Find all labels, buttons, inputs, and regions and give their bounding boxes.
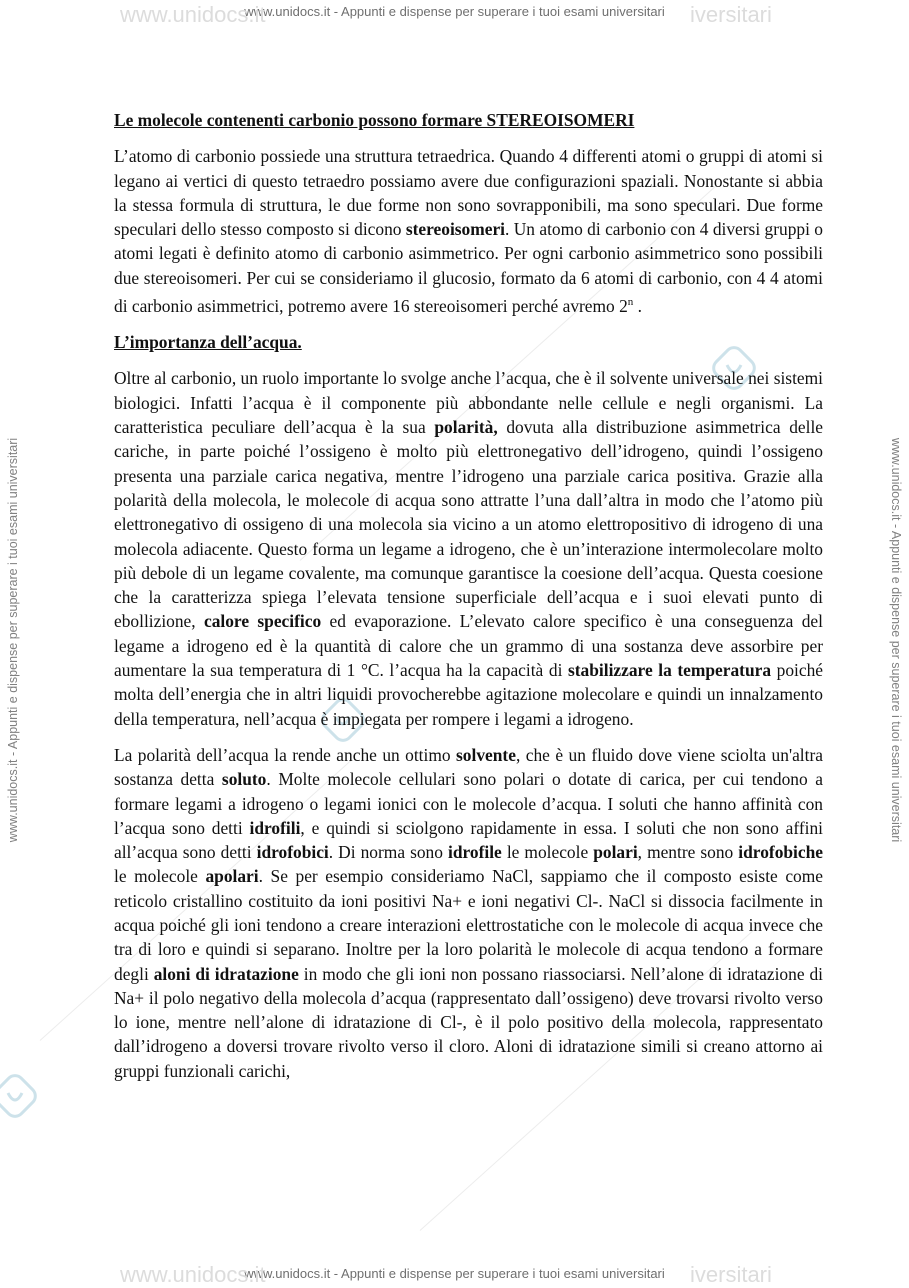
text-run: L’atomo di carbonio possiede una struttura tetraedrica. Quando 4 differenti atomi o gruppi di atomi si legano ai vertici di questo tetraedro possiamo avere due configurazioni spaziali. Nonostante si abbia la stessa formula di struttura, le due forme non sono sovrapponibili, ma sono speculari. Due forme speculari dello stesso composto si dicono [114, 146, 823, 240]
section-heading: L’importanza dell’acqua. [114, 332, 302, 353]
watermark-right-side: www.unidocs.it - Appunti e dispense per superare i tuoi esami universitari [889, 437, 903, 843]
bold-term: soluto [221, 769, 267, 790]
text-run: poiché molta dell’energia che in altri liquidi provocherebbe agitazione molecolare e quindi un innalzamento della temperatura, nell’acqua è impiegata per rompere i legami a idrogeno. [114, 660, 823, 729]
bold-term: apolari [205, 866, 259, 887]
superscript: n [627, 296, 634, 309]
bold-term: calore specifico [203, 611, 322, 632]
watermark-header: www.unidocs.it - Appunti e dispense per superare i tuoi esami universitari [244, 4, 665, 19]
text-run: , mentre sono [637, 842, 739, 863]
text-run: . Se per esempio consideriamo NaCl, sappiamo che il composto esiste come reticolo cristallino costituito da ioni positivi Na+ e ioni negativi Cl-. NaCl si dissocia facilmente in acqua poiché gli ioni tendono a creare interazioni elettrostatiche con le molecole di acqua invece che tra di loro e quindi si separano. Inoltre per la loro polarità le molecole di acqua tendono a formare degli [114, 866, 823, 984]
text-run: in modo che gli ioni non possano riassociarsi. Nell’alone di idratazione di Na+ il polo negativo della molecola d’acqua (rappresentato dall’ossigeno) deve trovarsi rivolto verso lo ione, mentre nell’alone di idratazione di Cl-, è il polo positivo della molecola, rappresentato dall’idrogeno a doversi trovare rivolto verso il cloro. Aloni di idratazione simili si creano attorno ai gruppi funzionali carichi, [114, 963, 823, 1081]
bold-term: stabilizzare la temperatura [567, 660, 772, 681]
text-run: Oltre al carbonio, un ruolo importante lo svolge anche l’acqua, che è il solvente universale nei sistemi biologici. Infatti l’acqua è il componente più abbondante nelle cellule e negli organismi. La caratteristica peculiare dell’acqua è la sua [114, 368, 823, 438]
text-run: dovuta alla distribuzione asimmetrica delle cariche, in parte poiché l’ossigeno è molto più elettronegativo dell’idrogeno, quindi l’ossigeno presenta una parziale carica negativa, mentre l’idrogeno una parziale carica positiva. Grazie alla polarità della molecola, le molecole di acqua sono attratte l’una dall’altra in modo che l’atomo più elettronegativo di ossigeno di una molecola sia vicino a un atomo elettropositivo di idrogeno di una molecola adiacente. Questo forma un legame a idrogeno, che è un’interazione intermolecolare molto più debole di un legame covalente, ma comunque garantisce la coesione dell’acqua. Questa coesione che la caratterizza spiega l’elevata tensione superficiale dell’acqua e i suoi elevati punto di ebollizione, [114, 417, 823, 632]
text-run: . Molte molecole cellulari sono polari o dotate di carica, per cui tendono a formare legami a idrogeno o legami ionici con le molecole d’acqua. I soluti che hanno affinità con l’acqua sono detti [114, 769, 823, 838]
text-run: le molecole [114, 866, 206, 887]
text-run: le molecole [501, 842, 594, 863]
watermark-faint-bottom-left: www.unidocs.it [120, 1262, 266, 1287]
text-run: . [633, 295, 642, 316]
bold-term: idrofobici [256, 842, 329, 863]
text-run: La polarità dell’acqua la rende anche un ottimo [114, 744, 457, 765]
bold-term: idrofile [448, 842, 502, 863]
bold-term: idrofobiche [738, 842, 823, 863]
unidocs-logo-icon [0, 1073, 38, 1119]
text-run: , che è un fluido dove viene sciolta un'altra sostanza detta [114, 744, 823, 790]
text-run: ed evaporazione. L’elevato calore specifico è una conseguenza del legame a idrogeno ed è la quantità di calore che un grammo di una sostanza deve assorbire per aumentare la sua temperatura di 1 °C. l’acqua ha la capacità di [114, 611, 823, 681]
bold-term: stereoisomeri [405, 219, 506, 240]
text-run: . Di norma sono [328, 842, 448, 863]
bold-term: polari [593, 842, 638, 863]
section-heading: Le molecole contenenti carbonio possono formare STEREOISOMERI [114, 110, 635, 130]
text-run: , e quindi si sciolgono rapidamente in essa. I soluti che non sono affini all’acqua sono detti [114, 817, 823, 863]
bold-term: solvente [456, 744, 516, 765]
watermark-footer: www.unidocs.it - Appunti e dispense per superare i tuoi esami universitari [244, 1266, 665, 1281]
bold-term: polarità, [434, 417, 498, 438]
watermark-left-side: www.unidocs.it - Appunti e dispense per superare i tuoi esami universitari [6, 437, 20, 843]
document-body [114, 108, 823, 1095]
body-paragraph [114, 366, 823, 730]
watermark-faint-top-left: www.unidocs.it [120, 2, 266, 27]
body-paragraph [114, 743, 823, 1083]
text-run: . Un atomo di carbonio con 4 diversi gruppi o atomi legati è definito atomo di carbonio asimmetrico. Per ogni carbonio asimmetrico sono possibili due stereoisomeri. Per cui se consideriamo il glucosio, formato da 6 atomi di carbonio, con 4 4 atomi di carbonio asimmetrici, potremo avere 16 stereoisomeri perché avremo 2 [114, 219, 823, 316]
body-paragraph [114, 144, 823, 318]
watermark-faint-bottom-right: iversitari [690, 1262, 772, 1287]
bold-term: aloni di idratazione [153, 963, 299, 984]
watermark-faint-top-right: iversitari [690, 2, 772, 27]
bold-term: idrofili [249, 817, 301, 838]
